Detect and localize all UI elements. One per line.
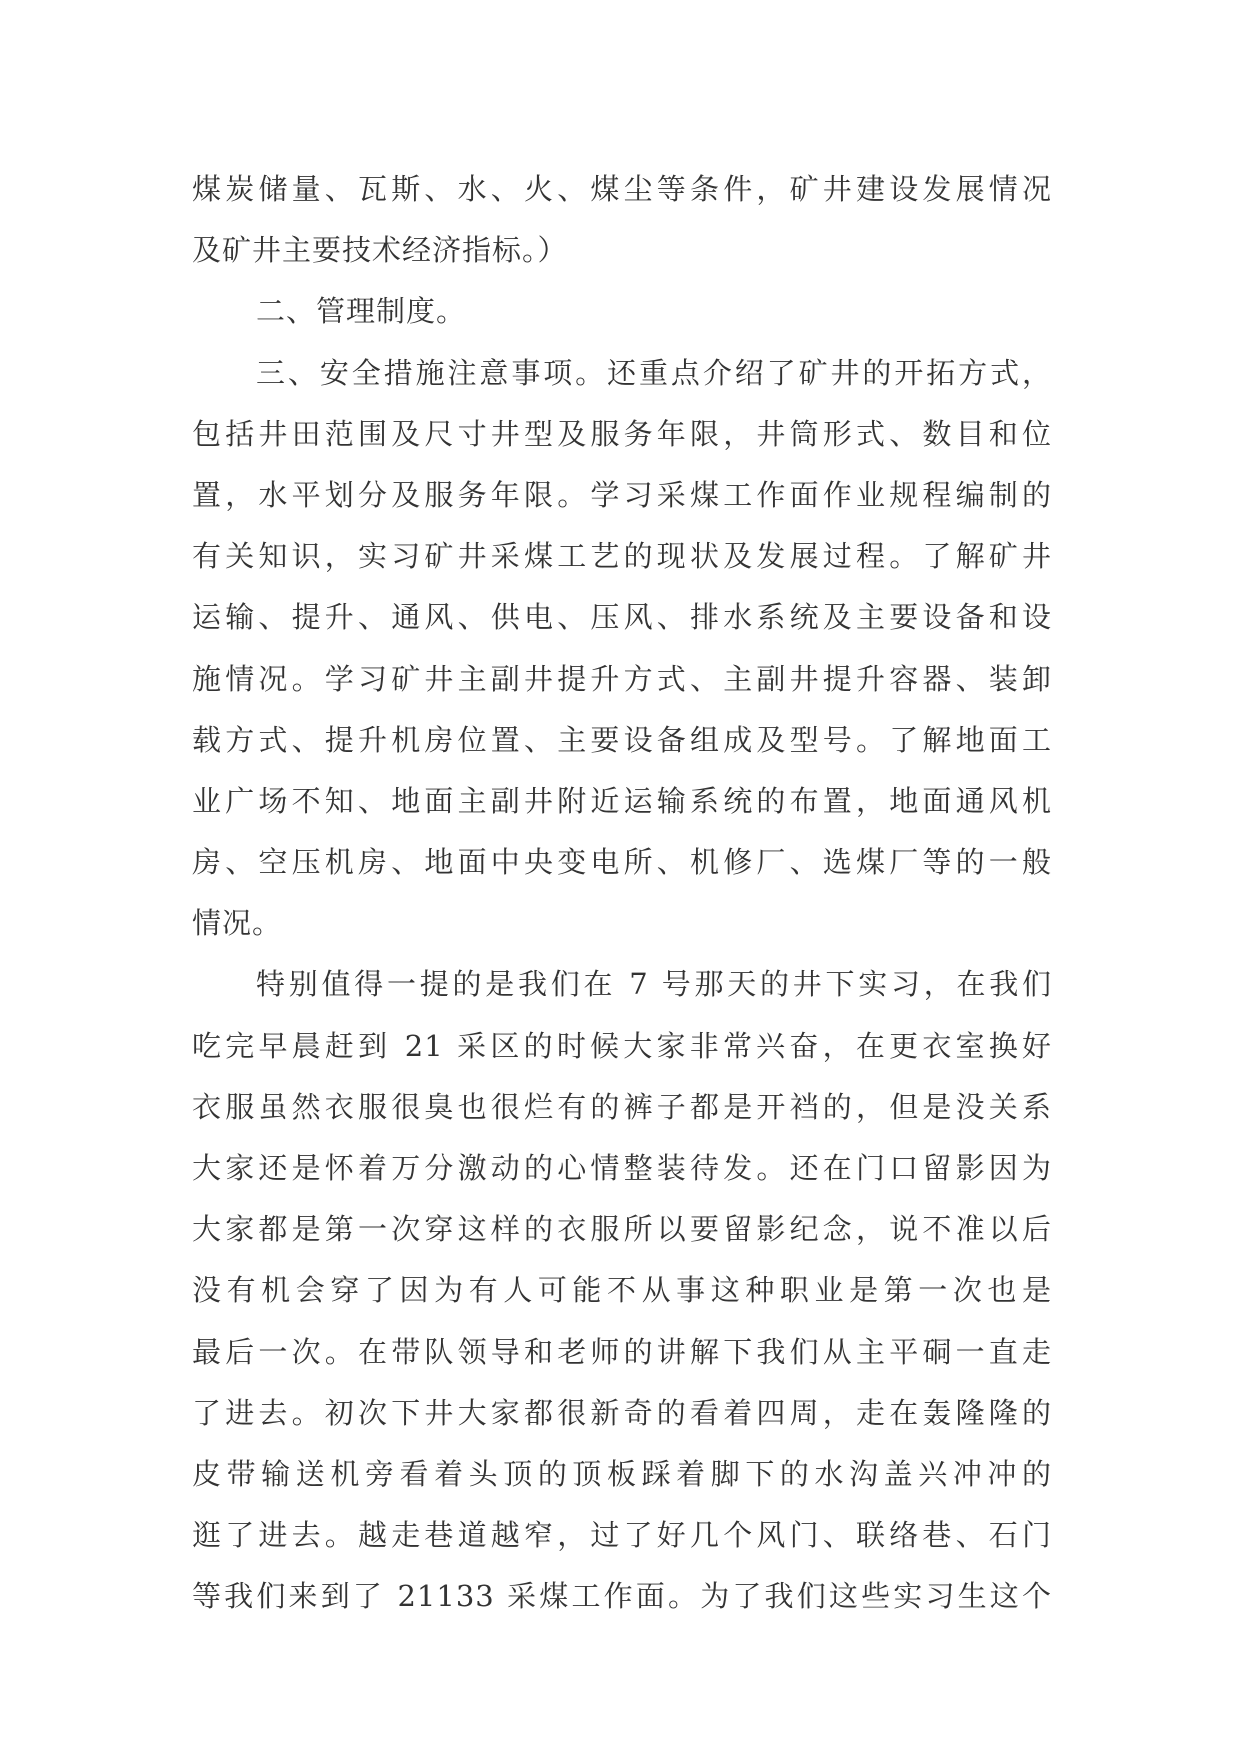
text-line: 及矿井主要技术经济指标。） bbox=[192, 233, 568, 268]
section-heading: 二、管理制度。 bbox=[256, 294, 467, 329]
body-text bbox=[192, 159, 1052, 1628]
text-line: 有关知识，实习矿井采煤工艺的现状及发展过程。了解矿井 bbox=[192, 539, 1052, 574]
text-line: 衣服虽然衣服很臭也很烂有的裤子都是开裆的，但是没关系 bbox=[192, 1089, 1052, 1124]
text-line: 逛了进去。越走巷道越窄，过了好几个风门、联络巷、石门 bbox=[192, 1518, 1052, 1553]
text-line: 了进去。初次下井大家都很新奇的看着四周，走在轰隆隆的 bbox=[192, 1395, 1052, 1430]
text-line: 等我们来到了 21133 采煤工作面。为了我们这些实习生这个 bbox=[192, 1579, 1052, 1614]
text-line: 吃完早晨赶到 21 采区的时候大家非常兴奋，在更衣室换好 bbox=[192, 1028, 1052, 1063]
text-line: 载方式、提升机房位置、主要设备组成及型号。了解地面工 bbox=[192, 722, 1052, 757]
text-line: 皮带输送机旁看着头顶的顶板踩着脚下的水沟盖兴冲冲的 bbox=[192, 1456, 1052, 1491]
text-line: 情况。 bbox=[192, 906, 283, 941]
text-line: 置，水平划分及服务年限。学习采煤工作面作业规程编制的 bbox=[192, 477, 1052, 512]
text-line: 房、空压机房、地面中央变电所、机修厂、选煤厂等的一般 bbox=[192, 845, 1052, 880]
text-line: 运输、提升、通风、供电、压风、排水系统及主要设备和设 bbox=[192, 600, 1052, 635]
paragraph-start-line: 特别值得一提的是我们在 7 号那天的井下实习，在我们 bbox=[256, 967, 1052, 1002]
text-line: 最后一次。在带队领导和老师的讲解下我们从主平硐一直走 bbox=[192, 1334, 1052, 1369]
paragraph-start-line: 三、安全措施注意事项。还重点介绍了矿井的开拓方式， bbox=[256, 355, 1052, 390]
text-line: 没有机会穿了因为有人可能不从事这种职业是第一次也是 bbox=[192, 1273, 1052, 1308]
text-line: 施情况。学习矿井主副井提升方式、主副井提升容器、装卸 bbox=[192, 661, 1052, 696]
text-line: 大家都是第一次穿这样的衣服所以要留影纪念，说不准以后 bbox=[192, 1212, 1052, 1247]
text-line: 大家还是怀着万分激动的心情整装待发。还在门口留影因为 bbox=[192, 1151, 1052, 1185]
text-line: 包括井田范围及尺寸井型及服务年限，井筒形式、数目和位 bbox=[192, 416, 1052, 451]
text-line: 业广场不知、地面主副井附近运输系统的布置，地面通风机 bbox=[192, 783, 1052, 818]
text-line: 煤炭储量、瓦斯、水、火、煤尘等条件，矿井建设发展情况 bbox=[192, 172, 1052, 206]
